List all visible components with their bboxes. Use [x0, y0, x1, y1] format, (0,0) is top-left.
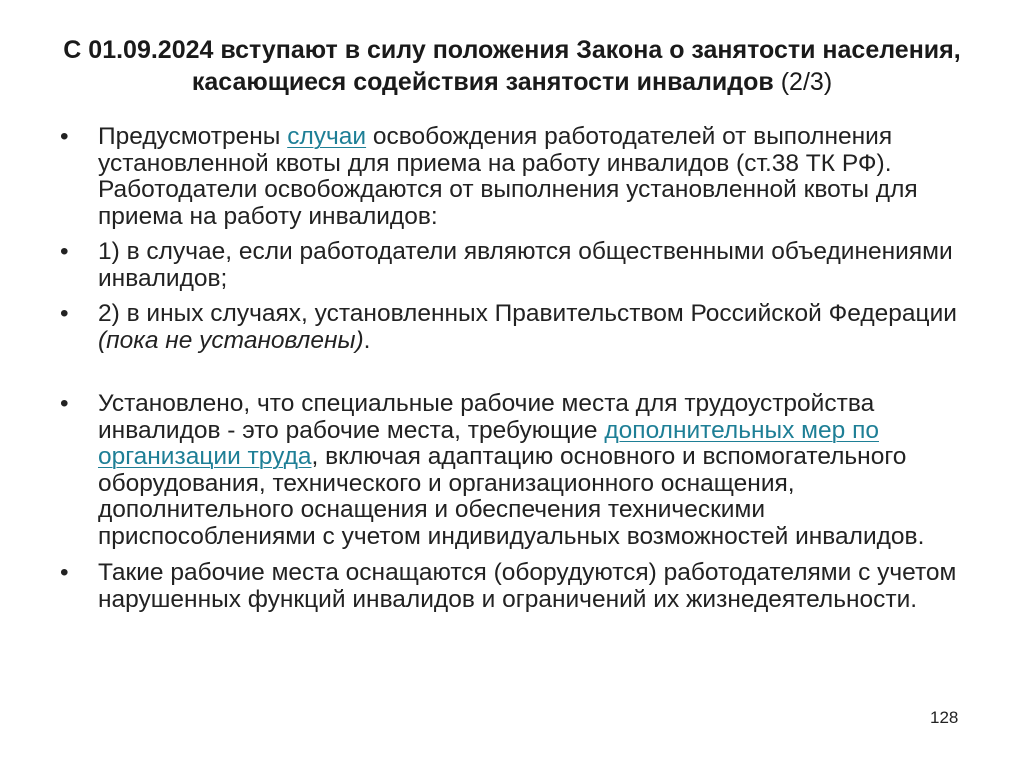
- bullet-marker: •: [60, 390, 69, 417]
- bullet-item-public-associations: [60, 239, 970, 292]
- bullet-item-equipment: [60, 560, 970, 613]
- slide-title: [40, 34, 984, 98]
- title-part-indicator: (2/3): [780, 68, 833, 96]
- bullet-item-exemption-cases: [60, 124, 970, 230]
- bullet-text: освобождения работодателей от выполнения установленной квоты для приема на работу инвалидов (ст.38 ТК РФ). Работодатели освобождаются от выполнения установленной квоты для приема на работу инвалидов:: [98, 123, 918, 230]
- bullet-text: Такие рабочие места оснащаются (оборудуются) работодателями с учетом нарушенных функций инвалидов и ограничений их жизнедеятельности.: [98, 559, 957, 613]
- bullet-text: 2) в иных случаях, установленных Правительством Российской Федерации: [98, 300, 957, 327]
- bullet-marker: •: [60, 238, 69, 265]
- bullet-text: , включая адаптацию основного и вспомогательного оборудования, технического и организационного оснащения, дополнительного оснащения и обеспечения техническими приспособлениями с учетом индивидуальных возможностей инвалидов.: [98, 443, 925, 550]
- bullet-text: Установлено, что специальные рабочие места для трудоустройства инвалидов - это рабочие места, требующие: [98, 390, 875, 444]
- bullet-item-special-workplaces: [60, 391, 970, 550]
- bullet-marker: •: [60, 559, 69, 586]
- bullet-list: [60, 124, 970, 613]
- additional-measures-link[interactable]: дополнительных мер по организации труда: [98, 416, 879, 470]
- bullet-item-other-cases: [60, 301, 970, 354]
- bullet-text: 1) в случае, если работодатели являются общественными объединениями инвалидов;: [98, 238, 953, 292]
- cases-link[interactable]: случаи: [287, 123, 367, 150]
- bullet-text: Предусмотрены: [98, 123, 288, 150]
- bullet-marker: •: [60, 123, 69, 150]
- title-main: С 01.09.2024 вступают в силу положения Закона о занятости населения, касающиеся содействия занятости инвалидов: [63, 36, 961, 96]
- page-number: 128: [930, 708, 959, 727]
- bullet-text: .: [363, 326, 371, 354]
- bullet-italic-note: (пока не установлены): [98, 326, 364, 354]
- bullet-marker: •: [60, 300, 69, 327]
